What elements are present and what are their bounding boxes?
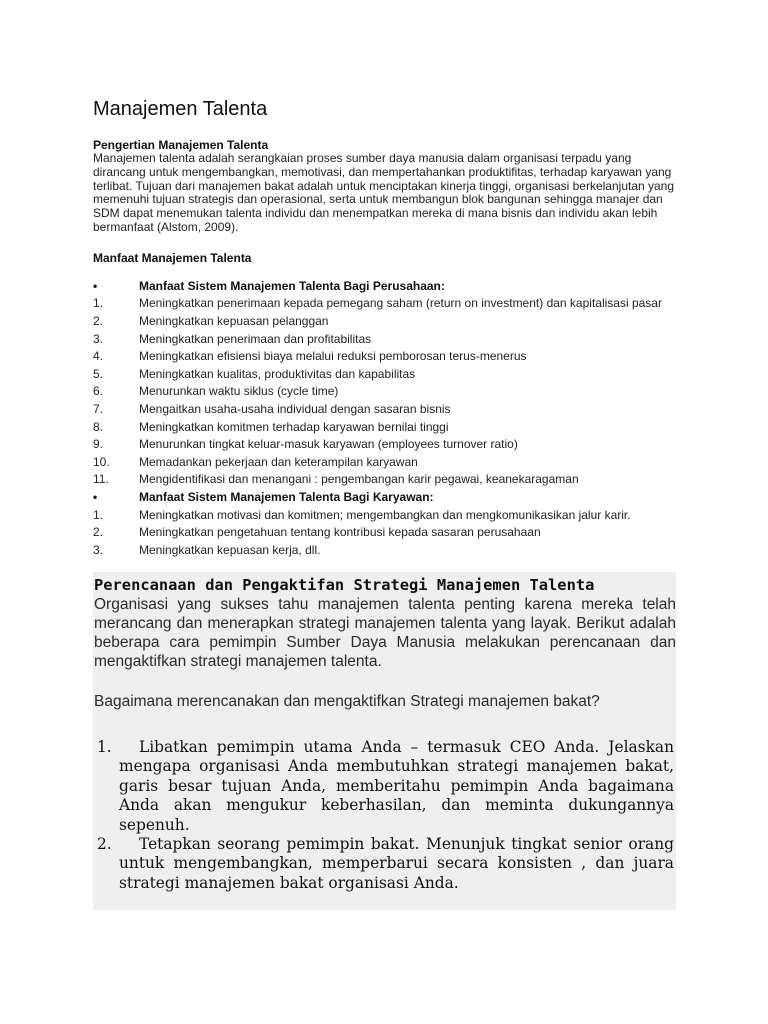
list-marker: 3. <box>93 542 104 557</box>
list-marker: 7. <box>93 401 104 416</box>
step-marker: 2. <box>97 835 112 854</box>
list-item <box>93 525 677 539</box>
list-item <box>93 402 677 416</box>
list-marker: 4. <box>93 349 104 364</box>
list-item <box>93 543 677 557</box>
strategy-heading: Perencanaan dan Pengaktifan Strategi Manajemen Talenta <box>94 576 595 594</box>
bullet-marker: • <box>93 489 98 504</box>
document-body <box>93 96 677 560</box>
list-item <box>93 349 677 363</box>
list-marker: 5. <box>93 366 104 381</box>
list-header-employee <box>93 490 677 504</box>
list-marker: 9. <box>93 437 104 452</box>
step-item <box>93 835 674 893</box>
list-item-text: Meningkatkan penerimaan kepada pemegang saham (return on investment) dan kapitalisasi pasar <box>139 296 662 311</box>
list-item-text: Meningkatkan motivasi dan komitmen; mengembangkan dan mengkomunikasikan jalur karir. <box>139 507 631 522</box>
list-item <box>93 384 677 398</box>
list-item <box>93 472 677 486</box>
bullet-marker: • <box>93 278 98 293</box>
list-marker: 8. <box>93 419 104 434</box>
list-item-text: Meningkatkan pengetahuan tentang kontribusi kepada sasaran perusahaan <box>139 525 541 540</box>
list-item <box>93 508 677 522</box>
list-marker: 3. <box>93 331 104 346</box>
list-item-text: Memadankan pekerjaan dan keterampilan karyawan <box>139 454 418 469</box>
list-marker: 10. <box>93 454 110 469</box>
list-header-text: Manfaat Sistem Manajemen Talenta Bagi Karyawan: <box>139 489 434 504</box>
list-marker: 2. <box>93 525 104 540</box>
definition-paragraph: Manajemen talenta adalah serangkaian proses sumber daya manusia dalam organisasi terpadu yang dirancang untuk mengembangkan, memotivasi, dan mempertahankan produktifitas, terhadap karyawan yang terlibat. Tujuan dari manajemen bakat adalah untuk menciptakan kinerja tinggi, organisasi berkelanjutan yang memenuhi tujuan strategis dan operasional, serta untuk membangun blok bangunan sehingga manajer dan SDM dapat menemukan talenta individu dan menempatkan mereka di mana bisnis dan individu akan lebih bermanfaat (Alstom, 2009). <box>93 151 675 234</box>
list-item <box>93 296 677 310</box>
list-header-company <box>93 279 677 293</box>
section-heading-benefits: Manfaat Manajemen Talenta <box>93 250 252 265</box>
strategy-question: Bagaimana merencanakan dan mengaktifkan Strategi manajemen bakat? <box>94 693 600 710</box>
step-text: Libatkan pemimpin utama Anda – termasuk CEO Anda. Jelaskan mengapa organisasi Anda membutuhkan strategi manajemen bakat, garis besar tujuan Anda, memberitahu pemimpin Anda bagaimana Anda akan mengukur keberhasilan, dan meminta dukungannya sepenuh. <box>119 738 674 834</box>
list-marker: 11. <box>93 472 109 487</box>
list-marker: 1. <box>93 507 104 522</box>
page-title: Manajemen Talenta <box>93 98 268 120</box>
list-item-text: Meningkatkan kepuasan kerja, dll. <box>139 542 321 557</box>
list-item-text: Meningkatkan kualitas, produktivitas dan kapabilitas <box>139 366 416 381</box>
list-item <box>93 314 677 328</box>
list-marker: 6. <box>93 384 104 399</box>
list-item <box>93 332 677 346</box>
strategy-section <box>93 572 676 910</box>
list-item <box>93 455 677 469</box>
strategy-paragraph: Organisasi yang sukses tahu manajemen talenta penting karena mereka telah merancang dan menerapkan strategi manajemen talenta yang layak. Berikut adalah beberapa cara pemimpin Sumber Daya Manusia melakukan perencanaan dan mengaktifkan strategi manajemen talenta. <box>94 596 676 670</box>
list-marker: 2. <box>93 313 104 328</box>
step-item <box>93 738 674 835</box>
strategy-steps-list <box>93 738 676 893</box>
section-heading-definition: Pengertian Manajemen Talenta <box>93 138 269 152</box>
list-item-text: Meningkatkan efisiensi biaya melalui reduksi pemborosan terus-menerus <box>139 349 527 364</box>
list-item-text: Menurunkan tingkat keluar-masuk karyawan (employees turnover ratio) <box>139 437 518 452</box>
step-marker: 1. <box>97 738 112 756</box>
list-marker: 1. <box>93 296 104 311</box>
list-item-text: Mengaitkan usaha-usaha individual dengan sasaran bisnis <box>139 401 451 416</box>
benefits-list <box>93 279 677 557</box>
list-item-text: Meningkatkan penerimaan dan profitabilitas <box>139 331 372 346</box>
list-item-text: Meningkatkan kepuasan pelanggan <box>139 313 329 328</box>
list-item <box>93 437 677 451</box>
list-item-text: Mengidentifikasi dan menangani : pengembangan karir pegawai, keanekaragaman <box>139 472 579 487</box>
list-item-text: Meningkatkan komitmen terhadap karyawan bernilai tinggi <box>139 419 449 434</box>
list-item-text: Menurunkan waktu siklus (cycle time) <box>139 384 339 399</box>
step-text: Tetapkan seorang pemimpin bakat. Menunjuk tingkat senior orang untuk mengembangkan, memperbarui secara konsisten , dan juara strategi manajemen bakat organisasi Anda. <box>119 835 674 892</box>
list-item <box>93 420 677 434</box>
list-item <box>93 367 677 381</box>
list-header-text: Manfaat Sistem Manajemen Talenta Bagi Perusahaan: <box>139 278 445 293</box>
